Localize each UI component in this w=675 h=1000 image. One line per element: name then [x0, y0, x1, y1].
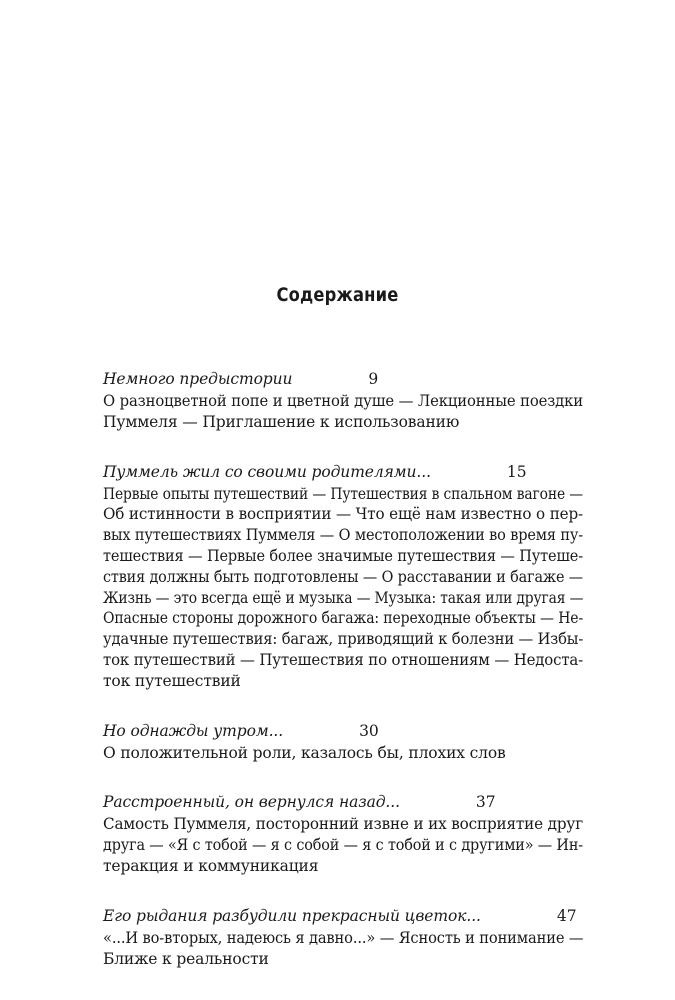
description-line: ток путешествий [103, 671, 241, 690]
toc-entry-title[interactable]: Немного предыстории [103, 370, 293, 388]
description-line: теракция и коммуникация [103, 856, 319, 875]
toc-entry-title[interactable]: Но однажды утром... [103, 721, 284, 740]
toc-entry-description [103, 814, 583, 876]
description-line: Жизнь — это всегда ещё и музыка — Музыка: такая или другая — [103, 588, 584, 607]
description-line: «...И во-вторых, надеюсь я давно...» — Ясность и понимание — [103, 928, 584, 947]
description-line: удачные путешествия: багаж, приводящий к болезни — Избы- [103, 630, 584, 649]
description-line: Первые опыты путешествий — Путешествия в спальном вагоне — [103, 484, 584, 503]
description-line: Пуммеля — Приглашение к использованию [103, 412, 460, 431]
toc-entry-header [103, 368, 583, 391]
toc-entry-page-number: 30 [359, 721, 379, 740]
toc-entry-description [103, 484, 583, 692]
toc-entry-title[interactable]: Его рыдания разбудили прекрасный цветок... [103, 906, 481, 925]
description-line: Самость Пуммеля, посторонний извне и их восприятие друг [103, 815, 584, 834]
description-line: Ближе к реальности [103, 949, 269, 968]
toc-entry-header [103, 905, 583, 928]
description-line: О положительной роли, казалось бы, плохих слов [103, 743, 506, 762]
page-title: Содержание [276, 284, 399, 306]
toc-entry [103, 720, 583, 764]
description-line: тешествия — Первые более значимые путешествия — Путеше- [103, 546, 584, 565]
description-line: вых путешествиях Пуммеля — О местоположении во время пу- [103, 526, 584, 545]
toc-entry-page-number: 37 [475, 793, 496, 812]
toc-entry-title[interactable]: Пуммель жил со своими родителями... [103, 462, 431, 481]
description-line: Об истинности в восприятии — Что ещё нам известно о пер- [103, 505, 584, 524]
description-line: ствия должны быть подготовлены — О расставании и багаже — [103, 567, 583, 586]
description-line: ток путешествий — Путешествия по отношениям — Недоста- [103, 650, 584, 669]
toc-entry-title[interactable]: Расстроенный, он вернулся назад... [103, 793, 400, 812]
table-of-contents [103, 368, 583, 997]
toc-entry [103, 368, 583, 433]
toc-entry-header [103, 791, 583, 814]
toc-entry-description [103, 743, 583, 764]
toc-entry-header [103, 720, 583, 743]
toc-entry [103, 461, 583, 692]
toc-entry-page-number: 15 [506, 462, 527, 481]
description-line: друга — «Я с тобой — я с собой — я с тобой и с другими» — Ин- [103, 836, 583, 855]
toc-entry-header [103, 461, 583, 484]
toc-entry-page-number: 9 [368, 370, 379, 388]
toc-entry [103, 791, 583, 876]
toc-entry-page-number: 47 [556, 906, 577, 925]
toc-entry [103, 905, 583, 970]
toc-entry-description [103, 391, 583, 433]
description-line: О разноцветной попе и цветной душе — Лекционные поездки [103, 392, 584, 410]
description-line: Опасные стороны дорожного багажа: переходные объекты — Не- [103, 609, 584, 628]
toc-entry-description [103, 928, 583, 970]
